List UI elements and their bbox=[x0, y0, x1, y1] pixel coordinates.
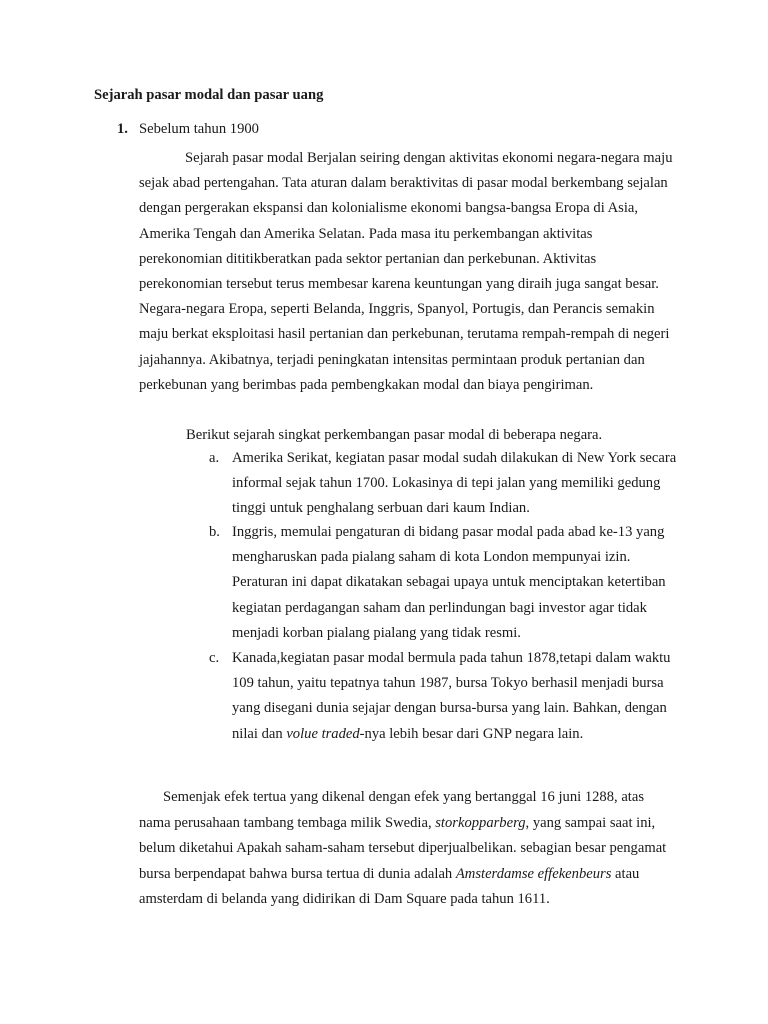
section-title: Sebelum tahun 1900 bbox=[139, 121, 259, 137]
document-heading: Sejarah pasar modal dan pasar uang bbox=[94, 87, 324, 103]
list-item bbox=[209, 446, 679, 520]
section-number: 1. bbox=[117, 121, 128, 137]
italic-term-amsterdamse: Amsterdamse effekenbeurs bbox=[455, 865, 612, 882]
list-item-text: Inggris, memulai pengaturan di bidang pasar modal pada abad ke-13 yang mengharuskan pada pialang saham di kota London mempunyai izin. Peraturan ini dapat dikatakan sebagai upaya untuk menciptakan ketertiban kegiatan perdagangan saham dan perlindungan bagi investor agar tidak menjadi korban pialang pialang yang tidak resmi. bbox=[232, 524, 666, 641]
list-item bbox=[209, 520, 679, 646]
italic-term-storkopparberg: storkopparberg bbox=[435, 814, 526, 831]
paragraph-text-part3: atau amsterdam di belanda yang didirikan di Dam Square pada tahun 1611. bbox=[139, 865, 640, 907]
list-item-text: Amerika Serikat, kegiatan pasar modal sudah dilakukan di New York secara informal sejak tahun 1700. Lokasinya di tepi jalan yang memiliki gedung tinggi untuk penghalang serbuan dari kaum Indian. bbox=[232, 450, 677, 517]
list-item-text-start: Kanada,kegiatan pasar modal bermula pada tahun 1878,tetapi dalam waktu 109 tahun, yaitu tepatnya tahun 1987, bursa Tokyo berhasil menjadi bursa yang disegani dunia sejajar dengan bursa-bursa yang lain. Bahkan, dengan nilai dan bbox=[232, 650, 671, 742]
paragraph-text-part1: Semenjak efek tertua yang dikenal dengan efek yang bertanggal 16 juni 1288, atas nama perusahaan tambang tembaga milik Swedia, bbox=[139, 789, 645, 831]
paragraph-text-part2: , yang sampai saat ini, belum diketahui Apakah saham-saham tersebut diperjualbelikan. sebagian besar pengamat bursa berpendapat bahwa bursa tertua di dunia adalah bbox=[139, 814, 667, 882]
list-item-italic-term: volue traded bbox=[286, 725, 360, 742]
list-marker: a. bbox=[209, 450, 220, 466]
list-marker: b. bbox=[209, 524, 220, 540]
list-item-text-end: -nya lebih besar dari GNP negara lain. bbox=[359, 725, 584, 742]
list-item bbox=[209, 646, 679, 747]
country-list bbox=[209, 446, 679, 747]
paragraph-intro-list: Berikut sejarah singkat perkembangan pasar modal di beberapa negara. bbox=[186, 427, 603, 443]
paragraph-oldest-stock bbox=[139, 785, 677, 913]
paragraph-history: Sejarah pasar modal Berjalan seiring dengan aktivitas ekonomi negara-negara maju sejak abad pertengahan. Tata aturan dalam beraktivitas di pasar modal berkembang sejalan dengan pergerakan ekspansi dan kolonialisme ekonomi bangsa-bangsa Eropa di Asia, Amerika Tengah dan Amerika Selatan. Pada masa itu perkembangan aktivitas perekonomian dititikberatkan pada sektor pertanian dan perkebunan. Aktivitas perekonomian tersebut terus membesar karena keuntungan yang diraih juga sangat besar. Negara-negara Eropa, seperti Belanda, Inggris, Spanyol, Portugis, dan Perancis semakin maju berkat eksploitasi hasil pertanian dan perkebunan, terutama rempah-rempah di negeri jajahannya. Akibatnya, terjadi peningkatan intensitas permintaan produk pertanian dan perkebunan yang berimbas pada pembengkakan modal dan biaya pengiriman. bbox=[139, 150, 673, 393]
list-marker: c. bbox=[209, 650, 220, 666]
